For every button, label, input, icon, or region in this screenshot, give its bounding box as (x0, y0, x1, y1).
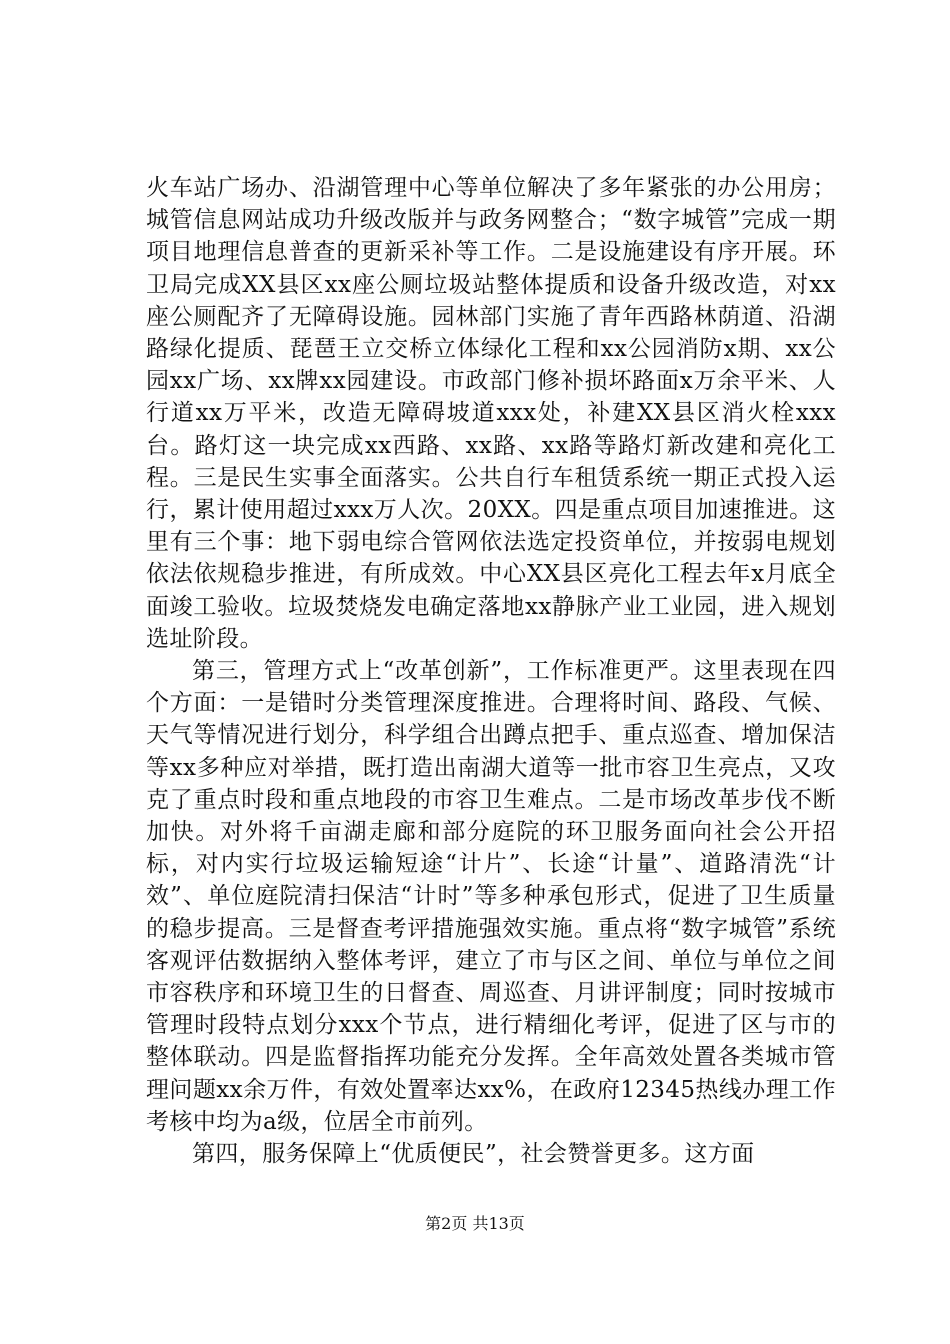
paragraph-third-point: 第三，管理方式上“改革创新”，工作标准更严。这里表现在四个方面：一是错时分类管理深度推进。合理将时间、路段、气候、天气等情况进行划分，科学组合出蹲点把手、重点巡查、增加保洁等xx多种应对举措，既打造出南湖大道等一批市容卫生亮点，又攻克了重点时段和重点地段的市容卫生难点。二是市场改革步伐不断加快。对外将千亩湖走廊和部分庭院的环卫服务面向社会公开招标，对内实行垃圾运输短途“计片”、长途“计量”、道路清洗“计效”、单位庭院清扫保洁“计时”等多种承包形式，促进了卫生质量的稳步提高。三是督查考评措施强效实施。重点将“数字城管”系统客观评估数据纳入整体考评，建立了市与区之间、单位与单位之间市容秩序和环境卫生的日督查、周巡查、月讲评制度；同时按城市管理时段特点划分xxx个节点，进行精细化考评，促进了区与市的整体联动。四是监督指挥功能充分发挥。全年高效处置各类城市管理问题xx余万件，有效处置率达xx%，在政府12345热线办理工作考核中均为a级，位居全市前列。 (146, 658, 836, 1135)
paragraph-continuation: 火车站广场办、沿湖管理中心等单位解决了多年紧张的办公用房；城管信息网站成功升级改版并与政务网整合；“数字城管”完成一期项目地理信息普查的更新采补等工作。二是设施建设有序开展。环卫局完成XX县区xx座公厕垃圾站整体提质和设备升级改造，对xx座公厕配齐了无障碍设施。园林部门实施了青年西路林荫道、沿湖路绿化提质、琵琶王立交桥立体绿化工程和xx公园消防x期、xx公园xx广场、xx牌xx园建设。市政部门修补损坏路面x万余平米、人行道xx万平米，改造无障碍坡道xxx处，补建XX县区消火栓xxx台。路灯这一块完成xx西路、xx路、xx路等路灯新改建和亮化工程。三是民生实事全面落实。公共自行车租赁系统一期正式投入运行，累计使用超过xxx万人次。20XX。四是重点项目加速推进。这里有三个事：地下弱电综合管网依法选定投资单位，并按弱电规划依法依规稳步推进，有所成效。中心XX县区亮化工程去年x月底全面竣工验收。垃圾焚烧发电确定落地xx静脉产业工业园，进入规划选址阶段。 (146, 175, 836, 652)
paragraph-fourth-point: 第四，服务保障上“优质便民”，社会赞誉更多。这方面 (192, 1141, 755, 1168)
page-number-footer: 第2页 共13页 (425, 1214, 525, 1233)
document-body (146, 172, 836, 1170)
